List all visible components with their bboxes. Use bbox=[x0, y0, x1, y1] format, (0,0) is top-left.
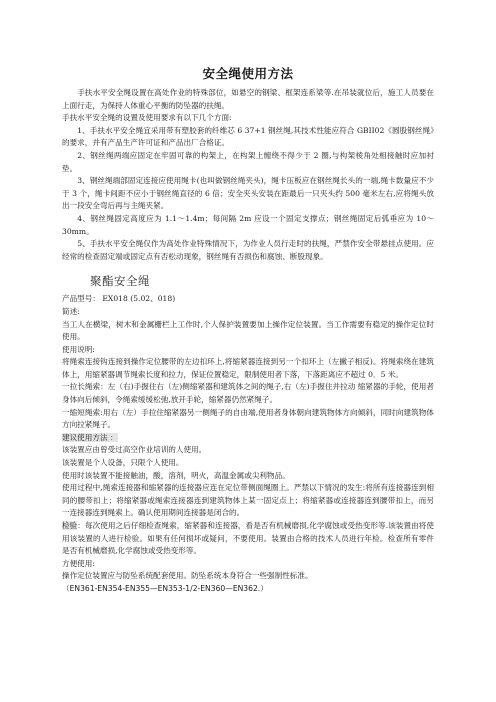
summary-label: 简述: bbox=[62, 306, 80, 316]
requirement-2: 2、钢丝绳两端应固定在牢固可靠的构架上，在构架上缠绕不得少于 2 圈,与构架棱角处相接触时应加衬垫。 bbox=[62, 150, 434, 173]
document-title: 安全绳使用方法 bbox=[202, 66, 294, 81]
document-page bbox=[62, 64, 434, 596]
requirement-4: 4、钢丝绳固定高度应为 1.1～1.4m；每间隔 2m 应设一个固定支撑点；钢丝绳固定后弧垂应为 10～30mm。 bbox=[62, 213, 434, 236]
lengthen-text: 一拉长绳索：左（右)手握住右（左)侧缩紧器和建筑体之间的绳子,右（左)手握住并拉动 缩紧器的手轮，使用者身体向后倾斜，令绳索缓缓松弛,放开手轮，缩紧器仍然紧绳子。 bbox=[62, 382, 434, 405]
requirements-lead: 手扶水平安全绳的设置及使用要求有以下几个方面: bbox=[62, 113, 232, 123]
inspection-text: ：每次使用之后仔细检查绳索，缩紧器和连接器，看是否有机械磨损,化学腐蚀或受热变形等.该装置由将使用该装置的人进行检验。如果有任何损坏或疑问，不要使用。装置由合格的技术人员进行年检。检查所有零件是否有机械磨损,化学腐蚀或受热变形等。 bbox=[62, 521, 434, 556]
recommended-usage-label: 建议使用方法 ： bbox=[62, 432, 118, 442]
requirement-3: 3、钢丝绳端部固定连接应使用绳卡(也叫做钢丝绳夹头)，绳卡压板应在钢丝绳长头的一端,绳卡数量应不少于 3 个，绳卡间距不应小于钢丝绳直径的 6 倍；安全夹头安装在距最后一只夹头约 500 毫米左右,应将绳头放出一段安全弯后再与主绳夹紧。 bbox=[62, 176, 434, 211]
inspection-label: 检验 bbox=[62, 521, 78, 530]
summary-text: 当工人在横梁，树木和金属栅栏上工作时,个人保护装置要加上操作定位装置。当工作需要有稳定的操作定位时使用。 bbox=[62, 319, 434, 342]
usage-note-3: 使用时该装置不能接触油，酸，溶剂，明火，高温金属或尖利物品。 bbox=[62, 470, 290, 480]
section-heading: 聚酯安全绳 bbox=[90, 274, 150, 289]
usage-note-1: 该装置应由曾受过高空作业培训的人使用。 bbox=[62, 445, 207, 455]
usage-note-2: 该装置是个人设备，只限个人使用。 bbox=[62, 458, 184, 468]
inspection-paragraph bbox=[62, 520, 434, 558]
shorten-text: 一缩短绳索:用右（左）手拉住缩紧器另一侧绳子的自由端,使用者身体朝向建筑物体方向倾斜，同时向建筑物体方向拉紧绳子。 bbox=[62, 407, 434, 430]
standards-text: 操作定位装置应与防坠系统配套使用。防坠系统本身符合一些强制性标准。 bbox=[62, 571, 313, 581]
convenience-label: 方便使用: bbox=[62, 558, 95, 568]
standards-codes: （EN361-EN354-EN355—EN353-1/2-EN360—EN362.） bbox=[62, 583, 268, 593]
requirement-5: 5、手扶水平安全绳仅作为高处作业特殊情况下，为作业人员行走时的扶绳，严禁作安全带悬挂点使用。应经常的检查固定端或固定点有否松动现象，钢丝绳有否损伤和腐蚀、断股现象。 bbox=[62, 239, 434, 261]
instructions-label: 使用说明: bbox=[62, 344, 95, 354]
product-model: 产品型号： EX018 (5.02、018) bbox=[62, 294, 176, 304]
requirement-1: 1、手扶水平安全绳宜采用带有塑胶套的纤维芯 6 37+1 钢丝绳,其技术性能应符合 GBII02《圆股钢丝绳》的要求，并有产品生产许可证和产品出厂合格证。 bbox=[62, 125, 434, 148]
instructions-text: 将绳索连接钩连接到操作定位腰带的左边扣环上,将缩紧器连接到另一个扣环上（左撇子相反)。将绳索绕在建筑体上，用缩紧器调节绳索长度和拉力，保证位置稳定，限制使用者下落，下落距离应不超过 0．5 米。 bbox=[62, 357, 434, 379]
usage-note-4: 使用过程中,绳索连接器和缩紧器的连接器应连在定位带侧面绳圈上。严禁以下情况的发生:将所有连接器连到相同的腰带扣上；将缩紧器或绳索连接器连到建筑物体上某一固定点上；将缩紧器或连接器连到腰带扣上，而另一连接器连到绳索上。确认使用期间连接器是闭合的。 bbox=[62, 483, 434, 518]
intro-paragraph: 手扶水平安全绳设置在高处作业的特殊部位，如悬空的钢梁、框架连系梁等.在吊装就位后，施工人员要在上面行走，为保持人体重心平衡的防坠器的扶绳。 bbox=[62, 88, 434, 110]
